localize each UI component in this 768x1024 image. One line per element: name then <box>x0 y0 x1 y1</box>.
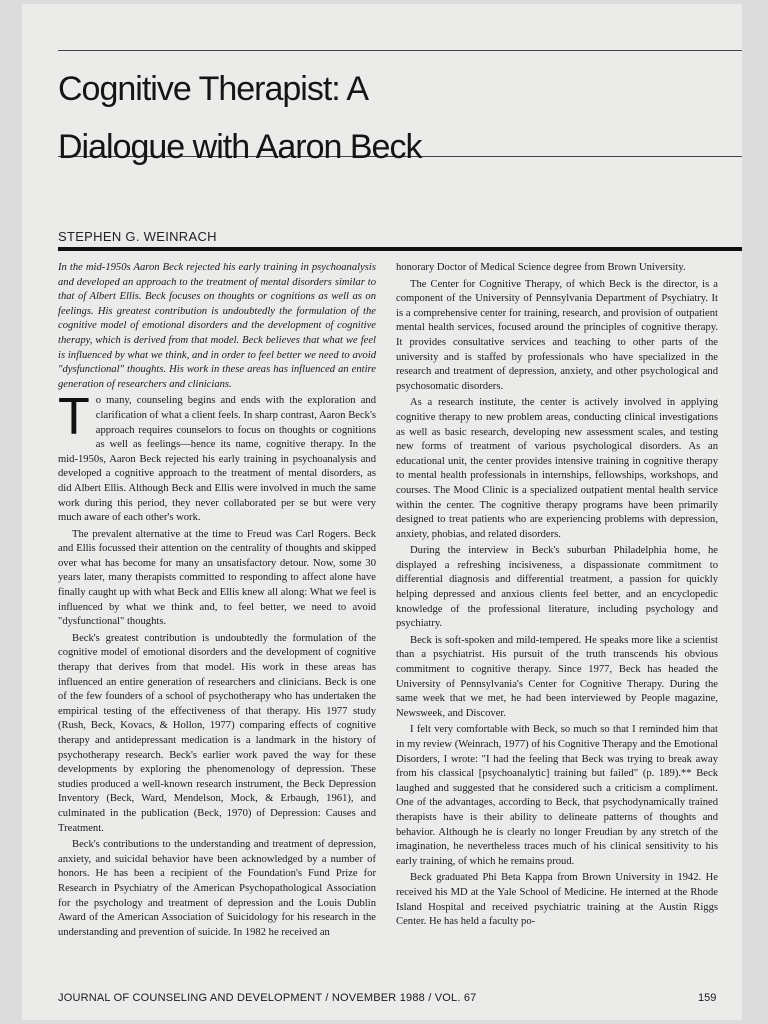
right-column <box>396 261 718 930</box>
left-column <box>58 261 376 940</box>
paragraph: Beck's greatest contribution is undoubtedly the formulation of the cognitive model of emotional disorders and the development of cognitive therapy that derives from that model. His work in these areas has influenced an entire generation of researchers and clinicians. Beck is one of the few founders of a school of psychotherapy who has undertaken the empirical testing of the effectiveness of that therapy. His 1977 study (Rush, Beck, Kovacs, & Hollon, 1977) comparing effects of cognitive therapy and antidepressant medication is a landmark in the history of psychotherapy research. Beck's earlier work paved the way for these developments by exploring the phenomenology of depression. These studies produced a well-known research instrument, the Beck Depression Inventory (Beck, Ward, Mendelson, Mock, & Erbaugh, 1961), and culminated in the publication (Beck, 1970) of Depression: Causes and Treatment. <box>58 632 376 834</box>
title-line-2: Dialogue with Aaron Beck <box>58 128 422 166</box>
article-title <box>58 60 698 176</box>
journal-footer: JOURNAL OF COUNSELING AND DEVELOPMENT / NOVEMBER 1988 / VOL. 67 <box>58 992 477 1004</box>
paragraph: During the interview in Beck's suburban Philadelphia home, he displayed a refreshing incisiveness, a dispassionate commitment to differential diagnosis and differential treatment, a passion for quickly helping depressed and anxious clients feel better, and an encyclopedic knowledge of the professional literature, including psychology and psychiatry. <box>396 545 718 630</box>
paragraph: Beck graduated Phi Beta Kappa from Brown University in 1942. He received his MD at the Yale School of Medicine. He interned at the Rhode Island Hospital and received psychiatric training at the Austin Riggs Center. He has held a faculty po- <box>396 872 718 928</box>
lead-paragraph <box>58 388 376 525</box>
rule-top <box>58 50 742 51</box>
paragraph: The Center for Cognitive Therapy, of which Beck is the director, is a component of the University of Pennsylvania Department of Psychiatry. It is a comprehensive center for training, research, and provision of outpatient mental health services, focused around the principles of cognitive therapy. It provides consultative services and teaching to other parts of the university and is staffed by professionals who have specialized in the research and treatment of depression, anxiety, and other psychological and psychosomatic disorders. <box>396 278 718 392</box>
paragraph: Beck is soft-spoken and mild-tempered. He speaks more like a scientist than a psychiatrist. His pursuit of the truth transcends his obvious commitment to cognitive therapy. Since 1977, Beck has headed the University of Pennsylvania's Center for Cognitive Therapy. During the same week that we met, he had been interviewed by People magazine, Newsweek, and Discover. <box>396 634 718 719</box>
paragraph: honorary Doctor of Medical Science degree from Brown University. <box>396 262 686 273</box>
abstract: In the mid-1950s Aaron Beck rejected his early training in psychoanalysis and developed an approach to the treatment of mental disorders similar to that of Albert Ellis. Beck focuses on thoughts or cognitions as well as on feelings. His greatest contribution is undoubtedly the formulation of the cognitive model of emotional disorders and the development of cognitive therapy, which is derived from that model. Beck believes that what we feel is influenced by what we think, and in order to feel better we need to avoid "dysfunctional" thoughts. His work in these areas has influenced an entire generation of researchers and clinicians. <box>58 262 376 390</box>
paragraph: I felt very comfortable with Beck, so much so that I reminded him that in my review (Weinrach, 1977) of his Cognitive Therapy and the Emotional Disorders, I wrote: "I had the feeling that Beck was trying to break away from his classical [psychoanalytic] training but failed" (p. 189).** Beck laughed and suggested that he considered such a criticism a compliment. One of the advantages, according to Beck, that psychodynamically trained therapists have is their ability to delineate patterns of thoughts and behavior. Although he is clearly no longer Freudian by any stretch of the imagination, he nevertheless traces much of his clinical sensitivity to his early training, of which he remains proud. <box>396 724 718 867</box>
page-number: 159 <box>698 992 717 1004</box>
drop-cap: T <box>58 388 90 447</box>
title-line-1: Cognitive Therapist: A <box>58 70 368 108</box>
paragraph: As a research institute, the center is actively involved in applying cognitive therapy to new problem areas, conducting clinical investigations as well as basic research, developing new assessment scales, and testing new forms of treatment of various psychological disorders. As an educational unit, the center provides intensive training in cognitive therapy to mental health professionals in internships, fellowships, workshops, and courses. The Mood Clinic is a specialized outpatient mental health service within the center. The cognitive therapy programs have been primarily designed to treat patients who are experiencing problems with depression, anxiety, phobias, and related disorders. <box>396 397 718 540</box>
lead-paragraph-text: o many, counseling begins and ends with the exploration and clarification of what a client feels. In sharp contrast, Aaron Beck's approach requires counselors to focus on thoughts or cognitions as well as feelings—hence its name, cognitive therapy. In the mid-1950s, Aaron Beck rejected his early training in psychoanalysis and developed a cognitive approach to the treatment of mental disorders, as did Albert Ellis. Although Beck and Ellis were involved in much the same work during this period, they never collaborated per se but were very much aware of each other's work. <box>58 395 376 524</box>
paragraph: The prevalent alternative at the time to Freud was Carl Rogers. Beck and Ellis focussed their attention on the centrality of thoughts and skipped over what has become for many an unsatisfactory detour. Now, some 30 years later, many therapists committed to responding to affect alone have finally caught up with what Beck and Ellis knew all along: What we feel is influenced by what we think and, to feel better, we need to avoid "dysfunctional" thoughts. <box>58 528 376 628</box>
rule-author <box>58 247 742 251</box>
article-page <box>22 4 742 1020</box>
author-name: STEPHEN G. WEINRACH <box>58 229 217 244</box>
paragraph: Beck's contributions to the understanding and treatment of depression, anxiety, and suicidal behavior have been acknowledged by a number of honors. He has been a recipient of the Foundation's Fund Prize for Research in Psychiatry of the American Psychopathological Association for the psychology and treatment of depression and the Louis Dublin Award of the American Association of Suicidology for his research in the understanding and prevention of suicide. In 1982 he received an <box>58 839 376 938</box>
